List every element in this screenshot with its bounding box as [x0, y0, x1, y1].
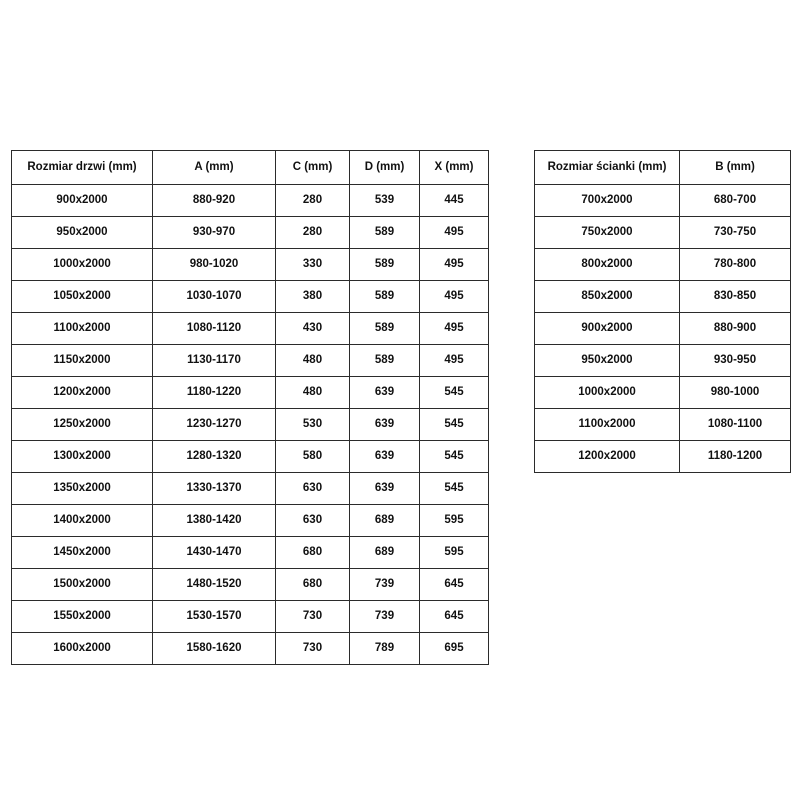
cell-b: 980-1000 — [680, 377, 791, 409]
table-row — [12, 441, 489, 473]
cell-d: 639 — [350, 409, 420, 441]
cell-c: 630 — [276, 505, 350, 537]
cell-d: 639 — [350, 441, 420, 473]
cell-x: 695 — [420, 633, 489, 665]
cell-d: 739 — [350, 601, 420, 633]
cell-door-size: 1200x2000 — [12, 377, 153, 409]
cell-wall-size: 800x2000 — [535, 249, 680, 281]
cell-d: 739 — [350, 569, 420, 601]
cell-d: 589 — [350, 217, 420, 249]
cell-a: 1080-1120 — [153, 313, 276, 345]
cell-c: 680 — [276, 569, 350, 601]
cell-door-size: 1300x2000 — [12, 441, 153, 473]
cell-door-size: 1400x2000 — [12, 505, 153, 537]
cell-a: 1430-1470 — [153, 537, 276, 569]
cell-c: 480 — [276, 377, 350, 409]
cell-x: 645 — [420, 569, 489, 601]
cell-a: 1130-1170 — [153, 345, 276, 377]
cell-c: 430 — [276, 313, 350, 345]
cell-b: 1180-1200 — [680, 441, 791, 473]
cell-x: 545 — [420, 377, 489, 409]
column-header-d: D (mm) — [350, 151, 420, 185]
cell-door-size: 1500x2000 — [12, 569, 153, 601]
cell-d: 639 — [350, 377, 420, 409]
table-row — [12, 377, 489, 409]
cell-door-size: 1350x2000 — [12, 473, 153, 505]
cell-a: 1380-1420 — [153, 505, 276, 537]
cell-c: 730 — [276, 633, 350, 665]
walls-table-header — [535, 151, 791, 185]
cell-door-size: 1450x2000 — [12, 537, 153, 569]
doors-dimensions-table-container — [11, 150, 489, 665]
cell-door-size: 900x2000 — [12, 185, 153, 217]
cell-a: 880-920 — [153, 185, 276, 217]
cell-c: 280 — [276, 217, 350, 249]
cell-d: 689 — [350, 537, 420, 569]
table-row — [535, 249, 791, 281]
cell-a: 1480-1520 — [153, 569, 276, 601]
cell-b: 730-750 — [680, 217, 791, 249]
cell-door-size: 1600x2000 — [12, 633, 153, 665]
cell-x: 545 — [420, 409, 489, 441]
table-row — [12, 281, 489, 313]
cell-c: 680 — [276, 537, 350, 569]
cell-door-size: 1000x2000 — [12, 249, 153, 281]
doors-table-header — [12, 151, 489, 185]
cell-x: 495 — [420, 313, 489, 345]
cell-d: 539 — [350, 185, 420, 217]
table-row — [12, 569, 489, 601]
walls-table-body — [535, 185, 791, 473]
cell-b: 680-700 — [680, 185, 791, 217]
cell-d: 589 — [350, 313, 420, 345]
table-row — [12, 633, 489, 665]
cell-wall-size: 1000x2000 — [535, 377, 680, 409]
cell-wall-size: 1200x2000 — [535, 441, 680, 473]
table-row — [12, 537, 489, 569]
cell-door-size: 1250x2000 — [12, 409, 153, 441]
cell-c: 330 — [276, 249, 350, 281]
table-row — [535, 281, 791, 313]
cell-a: 980-1020 — [153, 249, 276, 281]
doors-dimensions-table — [11, 150, 489, 665]
table-row — [12, 473, 489, 505]
cell-c: 380 — [276, 281, 350, 313]
cell-door-size: 1100x2000 — [12, 313, 153, 345]
cell-a: 1280-1320 — [153, 441, 276, 473]
cell-b: 830-850 — [680, 281, 791, 313]
table-row — [535, 345, 791, 377]
cell-a: 1180-1220 — [153, 377, 276, 409]
column-header-b: B (mm) — [680, 151, 791, 185]
column-header-c: C (mm) — [276, 151, 350, 185]
cell-x: 495 — [420, 345, 489, 377]
table-row — [535, 313, 791, 345]
table-row — [12, 217, 489, 249]
cell-wall-size: 750x2000 — [535, 217, 680, 249]
cell-a: 1330-1370 — [153, 473, 276, 505]
cell-c: 480 — [276, 345, 350, 377]
table-row — [12, 601, 489, 633]
cell-c: 580 — [276, 441, 350, 473]
cell-d: 589 — [350, 281, 420, 313]
walls-dimensions-table-container — [534, 150, 791, 473]
cell-c: 730 — [276, 601, 350, 633]
cell-b: 930-950 — [680, 345, 791, 377]
cell-wall-size: 1100x2000 — [535, 409, 680, 441]
cell-b: 780-800 — [680, 249, 791, 281]
cell-door-size: 950x2000 — [12, 217, 153, 249]
cell-door-size: 1050x2000 — [12, 281, 153, 313]
column-header-door-size: Rozmiar drzwi (mm) — [12, 151, 153, 185]
table-row — [535, 185, 791, 217]
table-row — [12, 313, 489, 345]
cell-door-size: 1550x2000 — [12, 601, 153, 633]
table-row — [12, 185, 489, 217]
table-row — [535, 217, 791, 249]
cell-wall-size: 950x2000 — [535, 345, 680, 377]
cell-wall-size: 850x2000 — [535, 281, 680, 313]
cell-a: 1580-1620 — [153, 633, 276, 665]
cell-x: 595 — [420, 537, 489, 569]
cell-c: 630 — [276, 473, 350, 505]
table-row — [12, 505, 489, 537]
cell-d: 689 — [350, 505, 420, 537]
cell-wall-size: 700x2000 — [535, 185, 680, 217]
table-row — [535, 441, 791, 473]
table-row — [12, 345, 489, 377]
cell-a: 1230-1270 — [153, 409, 276, 441]
cell-d: 789 — [350, 633, 420, 665]
table-row — [12, 409, 489, 441]
cell-x: 545 — [420, 473, 489, 505]
table-header-row — [12, 151, 489, 185]
cell-x: 645 — [420, 601, 489, 633]
cell-door-size: 1150x2000 — [12, 345, 153, 377]
cell-d: 589 — [350, 249, 420, 281]
cell-c: 280 — [276, 185, 350, 217]
cell-b: 880-900 — [680, 313, 791, 345]
doors-table-body — [12, 185, 489, 665]
column-header-x: X (mm) — [420, 151, 489, 185]
cell-a: 1030-1070 — [153, 281, 276, 313]
cell-x: 495 — [420, 281, 489, 313]
cell-x: 595 — [420, 505, 489, 537]
table-row — [12, 249, 489, 281]
cell-b: 1080-1100 — [680, 409, 791, 441]
cell-c: 530 — [276, 409, 350, 441]
cell-x: 445 — [420, 185, 489, 217]
table-row — [535, 409, 791, 441]
walls-dimensions-table — [534, 150, 791, 473]
cell-x: 495 — [420, 249, 489, 281]
cell-wall-size: 900x2000 — [535, 313, 680, 345]
table-row — [535, 377, 791, 409]
cell-d: 589 — [350, 345, 420, 377]
column-header-wall-size: Rozmiar ścianki (mm) — [535, 151, 680, 185]
table-header-row — [535, 151, 791, 185]
cell-x: 495 — [420, 217, 489, 249]
cell-a: 1530-1570 — [153, 601, 276, 633]
cell-d: 639 — [350, 473, 420, 505]
column-header-a: A (mm) — [153, 151, 276, 185]
cell-x: 545 — [420, 441, 489, 473]
cell-a: 930-970 — [153, 217, 276, 249]
